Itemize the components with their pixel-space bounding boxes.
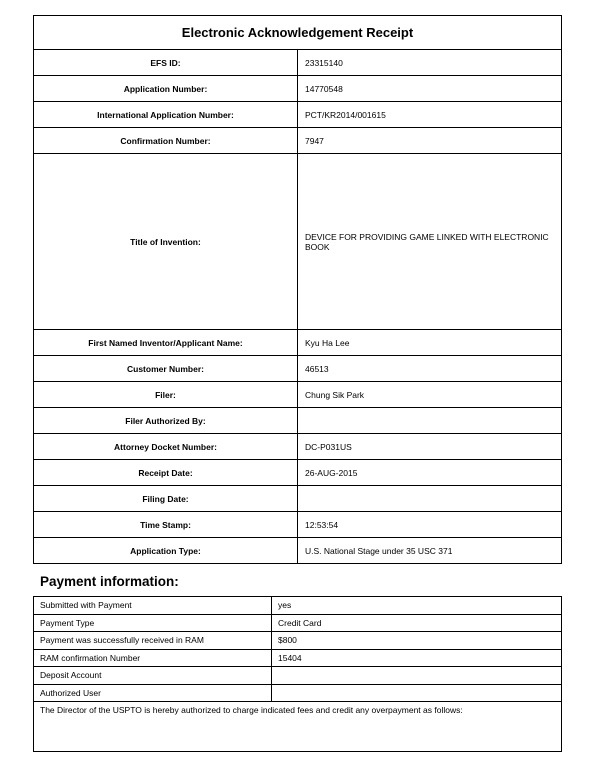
- attorney-docket-number-row: [34, 434, 562, 460]
- ram-confirmation-row: [34, 649, 562, 667]
- confirmation-number-row: [34, 128, 562, 154]
- submitted-with-payment-label: Submitted with Payment: [34, 597, 272, 615]
- ram-confirmation-label: RAM confirmation Number: [34, 649, 272, 667]
- title-of-invention-row: [34, 154, 562, 330]
- receipt-table: [33, 15, 562, 564]
- deposit-account-row: [34, 667, 562, 685]
- filing-date-row: [34, 486, 562, 512]
- filing-date-value: [298, 486, 562, 512]
- confirmation-number-value: 7947: [298, 128, 562, 154]
- application-number-value: 14770548: [298, 76, 562, 102]
- receipt-date-label: Receipt Date:: [34, 460, 298, 486]
- time-stamp-value: 12:53:54: [298, 512, 562, 538]
- filing-date-label: Filing Date:: [34, 486, 298, 512]
- filer-authorized-by-value: [298, 408, 562, 434]
- customer-number-row: [34, 356, 562, 382]
- deposit-account-label: Deposit Account: [34, 667, 272, 685]
- payment-table: [33, 596, 562, 752]
- filer-value: Chung Sik Park: [298, 382, 562, 408]
- confirmation-number-label: Confirmation Number:: [34, 128, 298, 154]
- international-application-number-row: [34, 102, 562, 128]
- filer-row: [34, 382, 562, 408]
- receipt-date-row: [34, 460, 562, 486]
- submitted-with-payment-row: [34, 597, 562, 615]
- customer-number-label: Customer Number:: [34, 356, 298, 382]
- first-named-inventor-value: Kyu Ha Lee: [298, 330, 562, 356]
- director-authorization-text: The Director of the USPTO is hereby authorized to charge indicated fees and credit any overpayment as follows:: [34, 702, 562, 752]
- international-application-number-label: International Application Number:: [34, 102, 298, 128]
- director-authorization-row: [34, 702, 562, 752]
- receipt-title-row: [34, 16, 562, 50]
- payment-heading: Payment information:: [40, 574, 179, 589]
- payment-received-label: Payment was successfully received in RAM: [34, 632, 272, 650]
- attorney-docket-number-value: DC-P031US: [298, 434, 562, 460]
- filer-authorized-by-row: [34, 408, 562, 434]
- customer-number-value: 46513: [298, 356, 562, 382]
- title-of-invention-value: DEVICE FOR PROVIDING GAME LINKED WITH ELECTRONIC BOOK: [298, 154, 562, 330]
- international-application-number-value: PCT/KR2014/001615: [298, 102, 562, 128]
- application-type-label: Application Type:: [34, 538, 298, 564]
- payment-received-row: [34, 632, 562, 650]
- first-named-inventor-label: First Named Inventor/Applicant Name:: [34, 330, 298, 356]
- application-number-row: [34, 76, 562, 102]
- payment-type-value: Credit Card: [272, 614, 562, 632]
- receipt-date-value: 26-AUG-2015: [298, 460, 562, 486]
- authorized-user-row: [34, 684, 562, 702]
- authorized-user-value: [272, 684, 562, 702]
- time-stamp-row: [34, 512, 562, 538]
- payment-type-row: [34, 614, 562, 632]
- deposit-account-value: [272, 667, 562, 685]
- application-number-label: Application Number:: [34, 76, 298, 102]
- ram-confirmation-value: 15404: [272, 649, 562, 667]
- time-stamp-label: Time Stamp:: [34, 512, 298, 538]
- application-type-row: [34, 538, 562, 564]
- efs-id-row: [34, 50, 562, 76]
- filer-label: Filer:: [34, 382, 298, 408]
- title-of-invention-label: Title of Invention:: [34, 154, 298, 330]
- authorized-user-label: Authorized User: [34, 684, 272, 702]
- submitted-with-payment-value: yes: [272, 597, 562, 615]
- filer-authorized-by-label: Filer Authorized By:: [34, 408, 298, 434]
- payment-received-value: $800: [272, 632, 562, 650]
- efs-id-value: 23315140: [298, 50, 562, 76]
- efs-id-label: EFS ID:: [34, 50, 298, 76]
- application-type-value: U.S. National Stage under 35 USC 371: [298, 538, 562, 564]
- first-named-inventor-row: [34, 330, 562, 356]
- receipt-title: Electronic Acknowledgement Receipt: [34, 16, 562, 50]
- payment-type-label: Payment Type: [34, 614, 272, 632]
- attorney-docket-number-label: Attorney Docket Number:: [34, 434, 298, 460]
